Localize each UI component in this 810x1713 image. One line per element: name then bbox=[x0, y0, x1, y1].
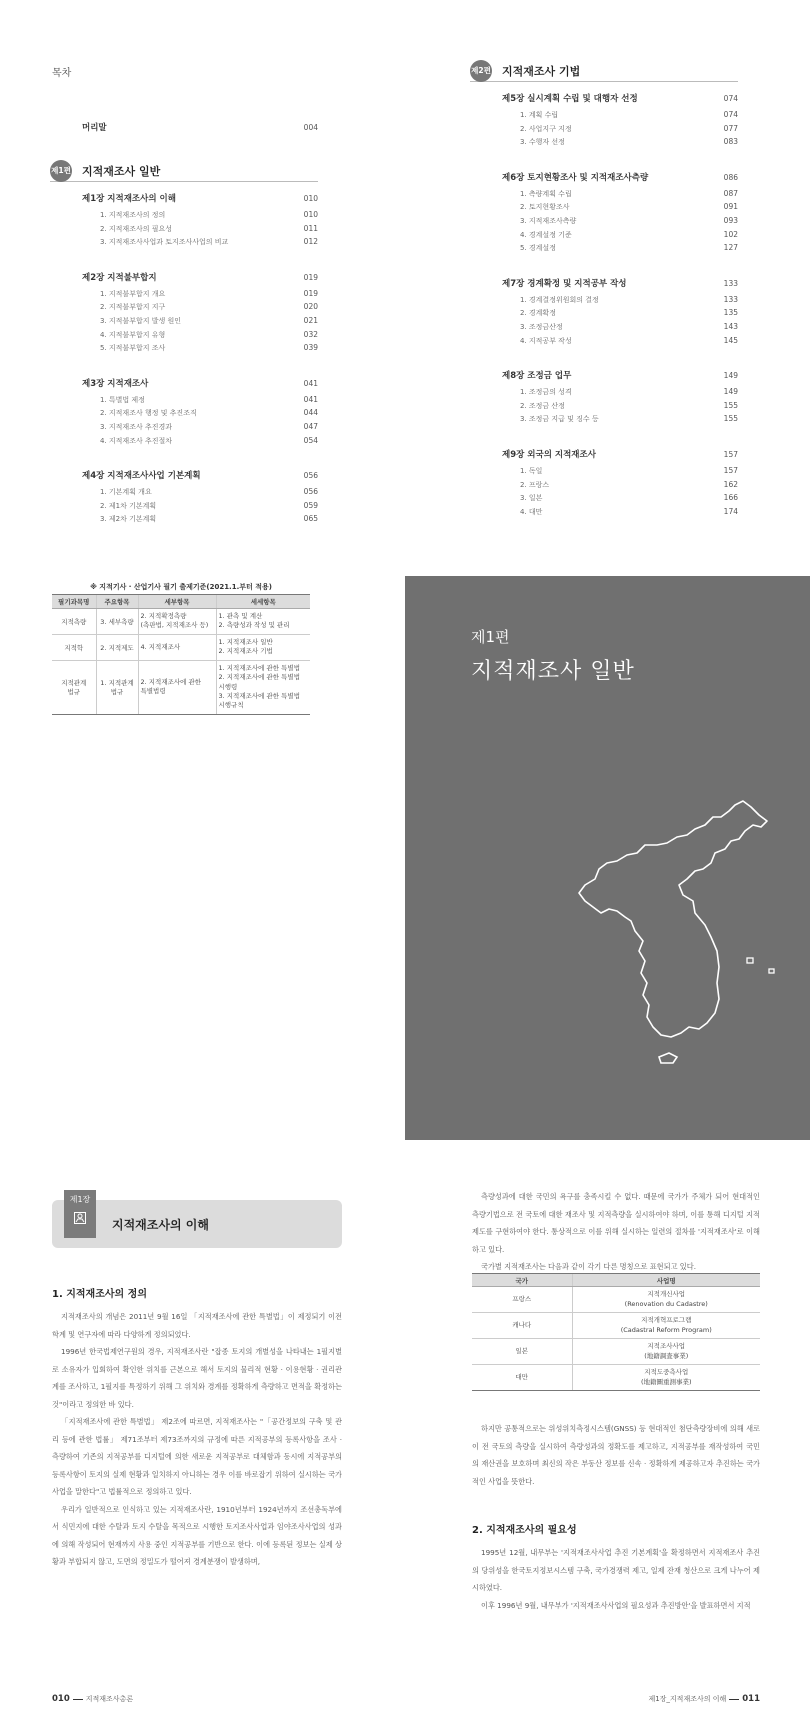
paragraph-text: 국가별 지적재조사는 다음과 같이 각기 다른 명칭으로 표현되고 있다. bbox=[481, 1262, 696, 1271]
folio-left bbox=[52, 1694, 133, 1704]
toc-entry-title: 1. 지적불부합지 개요 bbox=[100, 289, 166, 298]
table-cell: 지적개혁프로그램 (Cadastral Reform Program) bbox=[572, 1313, 760, 1339]
toc-entry-title: 1. 특별법 제정 bbox=[100, 395, 145, 404]
header-cell: 세세항목 bbox=[216, 595, 310, 609]
toc-entry-title: 제5장 실시계획 수립 및 대행자 선정 bbox=[502, 94, 638, 104]
toc-entry-page: 010 bbox=[303, 210, 318, 219]
toc-entry-page: 077 bbox=[723, 123, 738, 133]
table-row bbox=[472, 1287, 760, 1313]
toc-entry-title: 1. 조정금의 성격 bbox=[520, 388, 572, 397]
table-row bbox=[52, 660, 310, 714]
toc-chapter bbox=[82, 271, 318, 283]
table-cell: 일본 bbox=[472, 1339, 572, 1365]
toc-section bbox=[100, 436, 318, 446]
toc-section bbox=[520, 230, 738, 240]
toc-section bbox=[520, 480, 738, 490]
toc-entry-title: 3. 지적재조사 추진경과 bbox=[100, 423, 172, 431]
toc-entry-title: 4. 지적불부합지 유형 bbox=[100, 330, 166, 339]
toc-entry-page: 149 bbox=[723, 371, 738, 381]
header-cell: 필기과목명 bbox=[52, 595, 96, 609]
toc-entry-page: 133 bbox=[723, 278, 738, 288]
part-heading bbox=[50, 160, 318, 182]
table-cell: 2. 지적확정측량 (측판법, 지적재조사 등) bbox=[138, 609, 216, 635]
toc-section bbox=[100, 210, 318, 220]
toc-section bbox=[520, 110, 738, 120]
exam-criteria-table bbox=[52, 594, 310, 715]
section-body bbox=[52, 1308, 342, 1571]
toc-section bbox=[520, 336, 738, 346]
toc-entry-title: 3. 일본 bbox=[520, 494, 543, 503]
toc-section bbox=[520, 308, 738, 318]
table-cell: 2. 지적재조사에 관한 특별법령 bbox=[138, 660, 216, 714]
toc-entry-title: 4. 경계설정 기준 bbox=[520, 230, 572, 239]
toc-chapter bbox=[82, 469, 318, 481]
toc-entry-page: 047 bbox=[303, 422, 318, 431]
toc-entry-page: 087 bbox=[723, 188, 738, 198]
exam-and-cover-spread bbox=[0, 540, 810, 1140]
toc-entry-page: 093 bbox=[723, 216, 738, 225]
toc-section bbox=[100, 330, 318, 340]
section-heading: 2. 지적재조사의 필요성 bbox=[472, 1525, 577, 1536]
toc-entry-title: 제9장 외국의 지적재조사 bbox=[502, 450, 596, 460]
toc-section bbox=[520, 414, 738, 424]
toc-entry-title: 제1장 지적재조사의 이해 bbox=[82, 194, 176, 204]
toc-entry-page: 157 bbox=[723, 450, 738, 459]
toc-section bbox=[100, 514, 318, 524]
toc-entry-page: 010 bbox=[303, 194, 318, 203]
toc-section bbox=[100, 302, 318, 312]
paragraph-text: 이후 1996년 9월, 내무부가 '지적재조사사업의 필요성과 추진방안'을 발표하면서 지적 bbox=[481, 1600, 751, 1610]
toc-entry-title: 2. 조정금 산정 bbox=[520, 401, 565, 410]
toc-entry-title: 5. 지적불부합지 조사 bbox=[100, 344, 166, 353]
table-header-row bbox=[472, 1274, 760, 1287]
running-head: 제1장_지적재조사의 이해 bbox=[648, 1695, 727, 1703]
table-cell: 4. 지적재조사 bbox=[138, 634, 216, 660]
toc-entry-page: 127 bbox=[723, 243, 738, 253]
toc-section bbox=[100, 224, 318, 234]
toc-entry-title: 4. 지적공부 작성 bbox=[520, 336, 572, 345]
toc-entry-page: 019 bbox=[303, 272, 318, 282]
toc-entry-page: 155 bbox=[723, 400, 738, 410]
chapter-tab-label: 제1장 bbox=[69, 1195, 91, 1204]
toc-entry-page: 133 bbox=[723, 294, 738, 304]
toc-entry-title: 2. 토지현황조사 bbox=[520, 203, 570, 212]
toc-section bbox=[520, 507, 738, 517]
toc-section bbox=[100, 289, 318, 299]
toc-section bbox=[520, 202, 738, 212]
toc-entry-page: 059 bbox=[303, 500, 318, 510]
toc-section bbox=[520, 243, 738, 253]
paragraph-text: 측량성과에 대한 국민의 욕구를 충족시킬 수 없다. 때문에 국가가 주체가 되어 현대적인 측량기법으로 전 국토에 대한 재조사 및 지적측량을 실시하여야 하며, 이를 통해 디지털 지적제도를 구현하여야 한다. 통상적으로 이를 위해 실시하는 일련의 절차를 '지적재조사'로 이해하고 있다. bbox=[472, 1192, 760, 1254]
toc-entry-page: 039 bbox=[303, 343, 318, 353]
toc-section bbox=[100, 422, 318, 432]
table-cell: 캐나다 bbox=[472, 1313, 572, 1339]
toc-entry-page: 065 bbox=[303, 514, 318, 524]
toc-entry-page: 056 bbox=[303, 487, 318, 497]
toc-entry-title: 3. 수행자 선정 bbox=[520, 138, 565, 147]
cover-part-number: 제1편 bbox=[471, 628, 510, 646]
toc-section bbox=[100, 408, 318, 418]
table-cell: 3. 세부측량 bbox=[96, 609, 138, 635]
hand-coin-icon bbox=[64, 1211, 96, 1228]
toc-section bbox=[520, 295, 738, 305]
toc-section bbox=[520, 387, 738, 397]
part-heading bbox=[470, 60, 738, 82]
paragraph-text: 하지만 공통적으로는 위성위치측정시스템(GNSS) 등 현대적인 첨단측량장비에 의해 새로이 전 국토의 측량을 실시하여 측량성과의 정확도를 제고하고, 지적공부를 재작성하여 국민의 재산권을 보호하며 최신의 작은 부동산 정보를 신속 · 정확하게 제공하고자 추진하는 국가적인 사업을 뜻한다. bbox=[472, 1424, 760, 1486]
toc-section bbox=[520, 322, 738, 332]
chapter-header bbox=[52, 1195, 342, 1248]
toc-entry-title: 제3장 지적재조사 bbox=[82, 378, 149, 389]
toc-section bbox=[520, 216, 738, 226]
toc-section bbox=[520, 137, 738, 147]
toc-entry-title: 제8장 조정금 업무 bbox=[502, 371, 572, 382]
table-cell: 지적관계 법규 bbox=[52, 660, 96, 714]
toc-entry-title: 제7장 경계확정 및 지적공부 작성 bbox=[502, 278, 627, 289]
table-row bbox=[52, 609, 310, 635]
korea-map-outline-icon bbox=[555, 791, 795, 1091]
toc-entry-title: 제6장 토지현황조사 및 지적재조사측량 bbox=[502, 172, 649, 183]
toc-section bbox=[100, 487, 318, 497]
part-badge: 제2편 bbox=[470, 60, 492, 82]
toc-entry-page: 135 bbox=[723, 308, 738, 318]
toc-entry-page: 004 bbox=[303, 123, 318, 132]
table-cell: 1. 관측 및 계산 2. 측량성과 작성 및 관리 bbox=[216, 609, 310, 635]
toc-chapter bbox=[82, 192, 318, 204]
page-number: 011 bbox=[742, 1694, 760, 1704]
table-cell: 지적학 bbox=[52, 634, 96, 660]
header-cell: 국가 bbox=[472, 1274, 572, 1287]
table-cell: 지적도중측사업 (地籍圖重測事業) bbox=[572, 1365, 760, 1391]
toc-entry-page: 143 bbox=[723, 322, 738, 331]
table-row bbox=[472, 1313, 760, 1339]
toc-entry-page: 021 bbox=[303, 316, 318, 325]
toc-entry-page: 054 bbox=[303, 435, 318, 445]
table-cell: 2. 지적제도 bbox=[96, 634, 138, 660]
toc-entry-page: 019 bbox=[303, 288, 318, 298]
toc-entry-page: 145 bbox=[723, 335, 738, 345]
toc-intro bbox=[82, 121, 318, 133]
cover-title: 지적재조사 일반 bbox=[471, 659, 635, 684]
toc-entry-page: 074 bbox=[723, 110, 738, 119]
part-badge: 제1편 bbox=[50, 160, 72, 182]
chapter-spread bbox=[0, 1140, 810, 1713]
toc-entry-title: 2. 지적불부합지 지구 bbox=[100, 303, 166, 312]
toc-chapter bbox=[82, 377, 318, 389]
toc-entry-title: 2. 제1차 기본계획 bbox=[100, 501, 157, 510]
toc-entry-title: 3. 지적재조사사업과 토지조사사업의 비교 bbox=[100, 238, 229, 247]
toc-entry-page: 102 bbox=[723, 229, 738, 239]
toc-entry-page: 162 bbox=[723, 479, 738, 489]
toc-entry-page: 044 bbox=[303, 408, 318, 418]
toc-entry-title: 1. 기본계획 개요 bbox=[100, 488, 152, 497]
toc-entry-title: 머리말 bbox=[82, 123, 107, 133]
toc-entry-page: 083 bbox=[723, 137, 738, 147]
toc-entry-title: 2. 지적재조사 행정 및 추진조직 bbox=[100, 409, 197, 418]
table-cell: 1. 지적재조사에 관한 특별법 2. 지적재조사에 관한 특별법 시행령 3. 지적재조사에 관한 특별법 시행규칙 bbox=[216, 660, 310, 714]
toc-entry-page: 166 bbox=[723, 493, 738, 503]
part-title: 지적재조사 일반 bbox=[82, 164, 161, 178]
toc-chapter bbox=[502, 277, 738, 289]
exam-table-caption: ※ 지적기사 · 산업기사 필기 출제기준(2021.1.부터 적용) bbox=[90, 583, 272, 591]
chapter-title: 지적재조사의 이해 bbox=[112, 1218, 209, 1232]
table-row bbox=[472, 1365, 760, 1391]
toc-entry-page: 056 bbox=[303, 471, 318, 481]
toc-section bbox=[520, 401, 738, 411]
paragraph-text: 「지적재조사에 관한 특별법」 제2조에 따르면, 지적재조사는 "「공간정보의 구축 및 관리 등에 관한 법률」 제71조부터 제73조까지의 규정에 따른 지적공부의 등록사항을 조사 · 측량하여 기존의 지적공부를 디지털에 의한 새로운 지적공부로 대체함과 동시에 지적공부의 등록사항이 토지의 실제 현황과 일치하지 아니하는 경우 이를 바로잡기 위하여 실시하는 국가사업을 말한다"고 법률적으로 정의하고 있다. bbox=[52, 1417, 342, 1496]
paragraph-text: 지적재조사의 개념은 2011년 9월 16일 「지적재조사에 관한 특별법」이 제정되기 이전 학계 및 연구자에 따라 다양하게 정의되었다. bbox=[52, 1312, 342, 1339]
nations-table bbox=[472, 1273, 760, 1391]
toc-entry-page: 011 bbox=[303, 223, 318, 233]
part-title: 지적재조사 기법 bbox=[502, 64, 581, 78]
toc-label: 목차 bbox=[52, 68, 72, 79]
toc-section bbox=[100, 316, 318, 326]
toc-entry-page: 012 bbox=[303, 237, 318, 247]
toc-entry-title: 2. 지적재조사의 필요성 bbox=[100, 224, 172, 233]
toc-section bbox=[520, 466, 738, 476]
section-heading: 1. 지적재조사의 정의 bbox=[52, 1289, 147, 1300]
section-body-continued bbox=[472, 1188, 760, 1276]
toc-entry-title: 1. 지적재조사의 정의 bbox=[100, 211, 166, 219]
paragraph-text: 1996년 한국법제연구원의 경우, 지적재조사란 "잡종 토지의 개별성을 나타내는 1필지별로 소유자가 입회하여 확인한 위치를 근본으로 해서 토지의 물리적 현황 · 이용현황 · 권리관계를 조사하고, 1필지를 특정하기 위해 그 위치와 경계를 정확하게 측량하고 면적을 확정하는 것"이라고 정의한 바 있다. bbox=[52, 1347, 342, 1409]
toc-entry-title: 3. 지적불부합지 발생 원인 bbox=[100, 317, 181, 325]
toc-entry-page: 086 bbox=[723, 172, 738, 182]
header-cell: 주요항목 bbox=[96, 595, 138, 609]
folio-right bbox=[648, 1694, 760, 1704]
running-head: 지적재조사총론 bbox=[85, 1695, 134, 1703]
toc-entry-page: 041 bbox=[303, 394, 318, 404]
toc-chapter bbox=[502, 448, 738, 460]
toc-entry-title: 3. 조정금 지급 및 징수 등 bbox=[520, 415, 599, 424]
toc-section bbox=[100, 237, 318, 247]
table-cell: 1. 지적관계 법규 bbox=[96, 660, 138, 714]
toc-chapter bbox=[502, 171, 738, 183]
paragraph bbox=[472, 1420, 760, 1490]
toc-entry-page: 155 bbox=[723, 414, 738, 424]
toc-entry-title: 1. 독일 bbox=[520, 467, 543, 475]
toc-entry-page: 149 bbox=[723, 387, 738, 397]
table-cell: 프랑스 bbox=[472, 1287, 572, 1313]
toc-entry-page: 091 bbox=[723, 202, 738, 212]
table-row bbox=[52, 634, 310, 660]
toc-section bbox=[520, 189, 738, 199]
toc-entry-title: 4. 지적재조사 추진절차 bbox=[100, 436, 172, 445]
toc-entry-title: 제2장 지적불부합지 bbox=[82, 272, 157, 283]
table-cell: 지적조사사업 (地籍調査事業) bbox=[572, 1339, 760, 1365]
toc-entry-title: 2. 프랑스 bbox=[520, 480, 550, 489]
table-cell: 지적개신사업 (Renovation du Cadastre) bbox=[572, 1287, 760, 1313]
chapter-tab bbox=[64, 1190, 96, 1238]
toc-section bbox=[520, 493, 738, 503]
toc-section bbox=[100, 501, 318, 511]
toc-entry-title: 제4장 지적재조사사업 기본계획 bbox=[82, 471, 201, 482]
page-number: 010 bbox=[52, 1694, 70, 1704]
table-header-row bbox=[52, 595, 310, 609]
toc-section bbox=[100, 343, 318, 353]
toc-page bbox=[0, 0, 810, 540]
toc-entry-title: 2. 사업지구 지정 bbox=[520, 124, 572, 133]
toc-section bbox=[520, 124, 738, 134]
toc-entry-title: 2. 경계확정 bbox=[520, 309, 556, 318]
toc-entry-page: 032 bbox=[303, 329, 318, 339]
toc-entry-title: 3. 지적재조사측량 bbox=[520, 217, 577, 225]
toc-entry-title: 5. 경계설정 bbox=[520, 244, 556, 253]
toc-chapter bbox=[502, 92, 738, 104]
table-cell: 지적측량 bbox=[52, 609, 96, 635]
part-cover bbox=[405, 576, 810, 1141]
toc-entry-title: 4. 대만 bbox=[520, 507, 543, 516]
toc-entry-page: 174 bbox=[723, 506, 738, 516]
table-row bbox=[472, 1339, 760, 1365]
paragraph-text: 우리가 일반적으로 인식하고 있는 지적재조사란, 1910년부터 1924년까지 조선총독부에서 식민지에 대한 수탈과 토지 수탈을 목적으로 시행한 토지조사사업과 임야조사사업의 성과에 의해 작성되어 현재까지 사용 중인 지적공부를 기반으로 한다. 이에 등록된 정보는 실제 상황과 부합되지 않고, 도면의 정밀도가 떨어져 경계분쟁이 발생하며, bbox=[52, 1504, 342, 1566]
header-cell: 사업명 bbox=[572, 1274, 760, 1287]
section-body bbox=[472, 1544, 760, 1614]
toc-entry-page: 157 bbox=[723, 466, 738, 475]
header-cell: 세부항목 bbox=[138, 595, 216, 609]
toc-chapter bbox=[502, 369, 738, 381]
toc-entry-title: 3. 조정금산정 bbox=[520, 323, 563, 331]
toc-section bbox=[100, 395, 318, 405]
toc-entry-page: 041 bbox=[303, 378, 318, 388]
toc-entry-page: 020 bbox=[303, 302, 318, 312]
toc-entry-title: 3. 제2차 기본계획 bbox=[100, 515, 157, 524]
toc-entry-page: 074 bbox=[723, 94, 738, 103]
toc-entry-title: 1. 측량계획 수립 bbox=[520, 189, 572, 198]
toc-entry-title: 1. 계획 수립 bbox=[520, 111, 559, 119]
paragraph-text: 1995년 12월, 내무부는 '지적재조사사업 추진 기본계획'을 확정하면서 지적재조사 추진의 당위성을 한국토지정보시스템 구축, 국가경쟁력 제고, 일제 잔재 청산으로 크게 나누어 제시하였다. bbox=[472, 1548, 760, 1592]
table-cell: 1. 지적재조사 일반 2. 지적재조사 기법 bbox=[216, 634, 310, 660]
table-cell: 대만 bbox=[472, 1365, 572, 1391]
toc-entry-title: 1. 경계결정위원회의 결정 bbox=[520, 295, 599, 304]
